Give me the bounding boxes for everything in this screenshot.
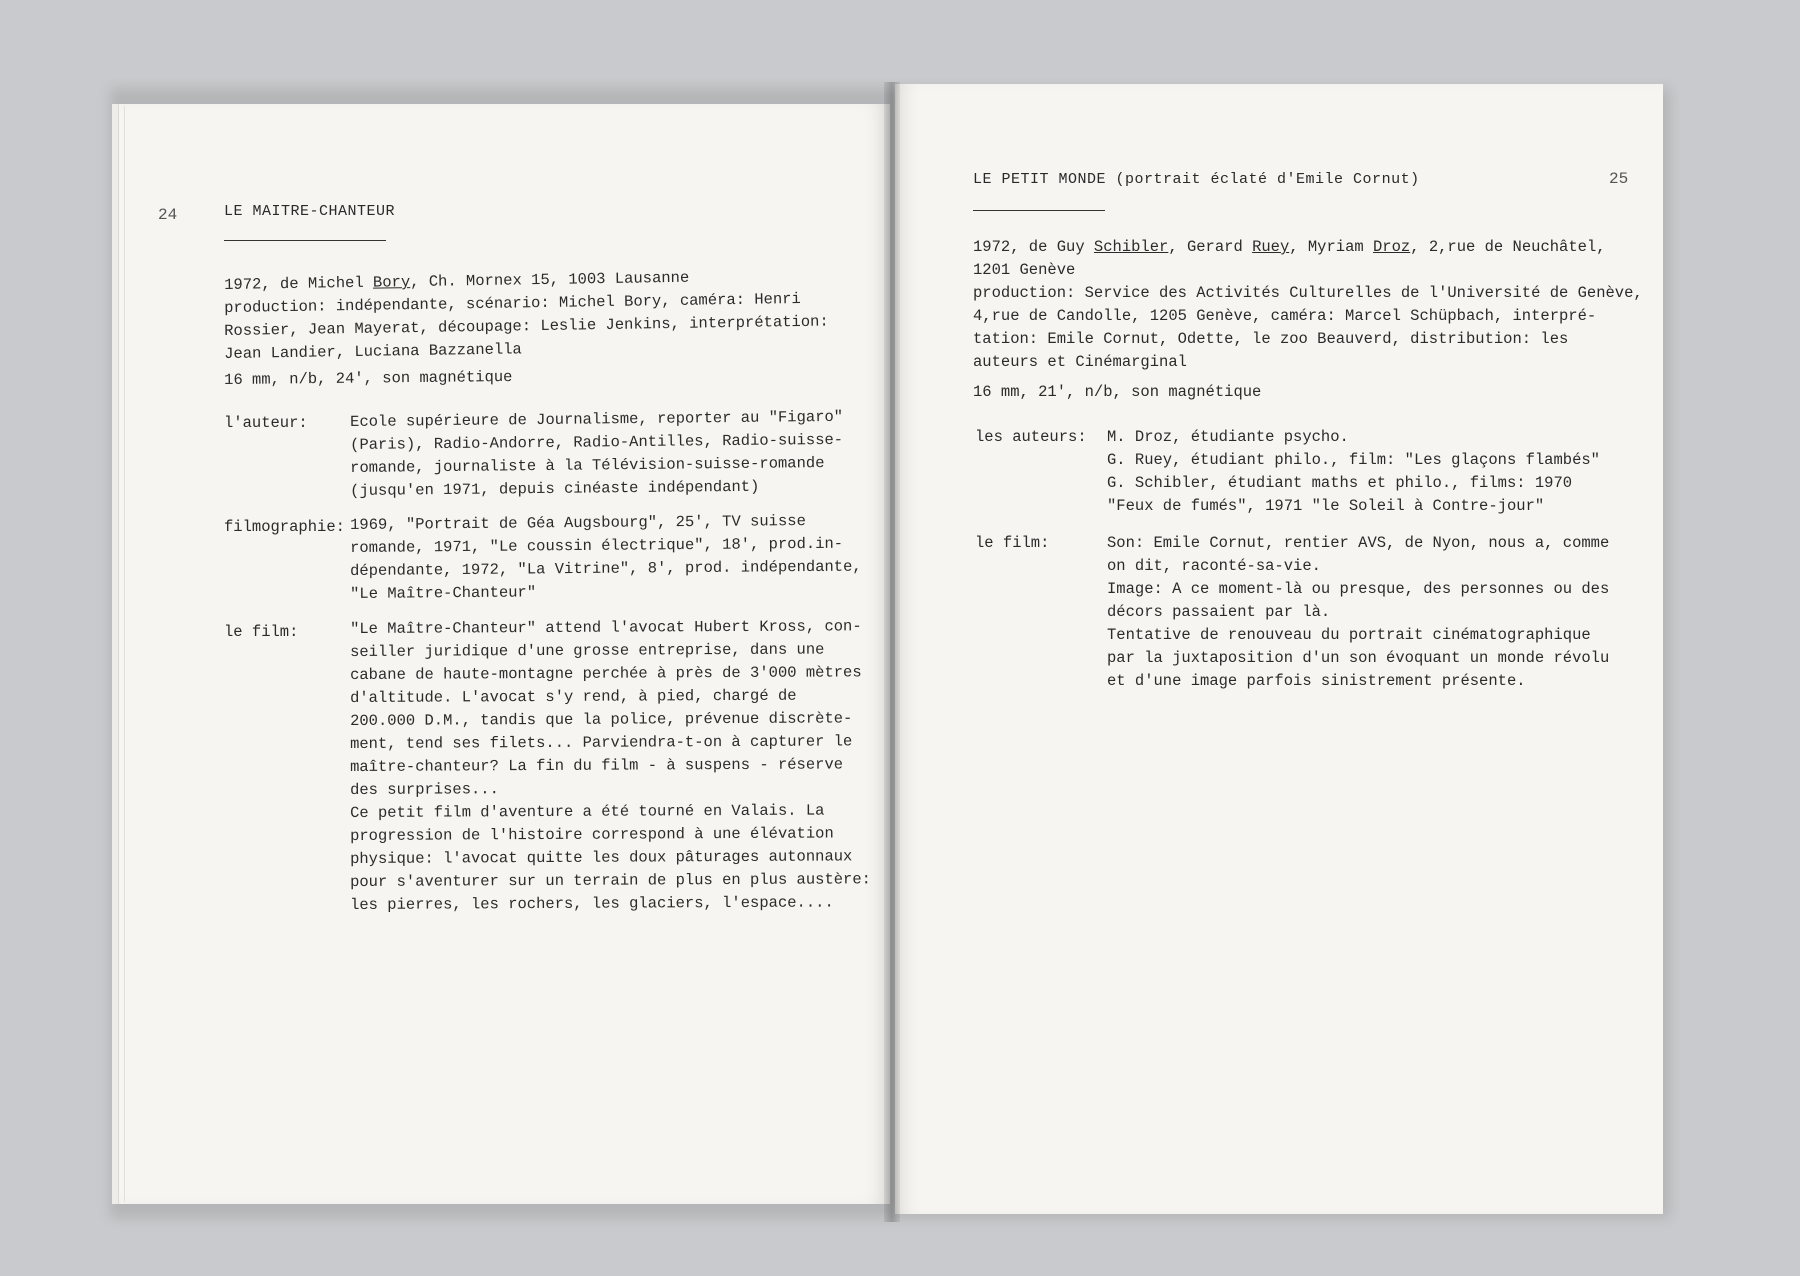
credits-line: Rossier, Jean Mayerat, découpage: Leslie Jenkins, interprétation: [224,312,829,340]
credits-line: 1972, de Guy Schibler, Gerard Ruey, Myriam Droz, 2,rue de Neuchâtel, [973,238,1606,256]
credits-line: production: Service des Activités Culturelles de l'Université de Genève, [973,284,1643,302]
section-line: (jusqu'en 1971, depuis cinéaste indépendant) [350,477,760,500]
page-number-right: 25 [1609,170,1629,188]
credits-line: tation: Emile Cornut, Odette, le zoo Beauverd, distribution: les [973,330,1569,348]
section-line: des surprises... [350,780,499,799]
section-line: progression de l'histoire correspond à une élévation [350,824,834,845]
section-line: Image: A ce moment-là ou presque, des personnes ou des [1107,580,1610,598]
section-line: ment, tend ses filets... Parviendra-t-on à capturer le [350,732,853,753]
director-name: Bory [372,273,411,292]
section-line: 200.000 D.M., tandis que la police, prévenue discrète- [350,709,853,730]
left-page-edge [112,104,119,1204]
section-label-auteur: l'auteur: [224,414,308,432]
format-line: 16 mm, 21', n/b, son magnétique [973,383,1262,401]
book-gutter [884,82,900,1222]
section-line: cabane de haute-montagne perchée à près de 3'000 mètres [350,663,862,684]
author-name: Droz [1373,238,1411,256]
section-line: Son: Emile Cornut, rentier AVS, de Nyon, nous a, comme [1107,534,1610,552]
author-name: Ruey [1252,238,1290,256]
credits-line: production: indépendante, scénario: Michel Bory, caméra: Henri [224,289,801,317]
credits-line: 1201 Genève [973,261,1076,279]
section-line: G. Schibler, étudiant maths et philo., films: 1970 [1107,474,1573,492]
section-line: Ce petit film d'aventure a été tourné en Valais. La [350,801,825,822]
section-line: Tentative de renouveau du portrait cinématographique [1107,626,1591,644]
page-number-left: 24 [158,206,178,224]
section-line: G. Ruey, étudiant philo., film: "Les glaçons flambés" [1107,451,1600,469]
section-line: par la juxtaposition d'un son évoquant un monde révolu [1107,649,1610,667]
section-label-film-right: le film: [975,534,1050,552]
page-title-right: LE PETIT MONDE (portrait éclaté d'Emile Cornut) [973,171,1420,188]
section-line: 1969, "Portrait de Géa Augsbourg", 25', TV suisse [350,512,806,534]
section-label-auteurs: les auteurs: [975,428,1087,446]
title-underline-right [973,210,1105,211]
format-line: 16 mm, n/b, 24', son magnétique [224,367,513,389]
section-line: et d'une image parfois sinistrement présente. [1107,672,1526,690]
page-title-left: LE MAITRE-CHANTEUR [224,203,396,220]
section-line: pour s'aventurer sur un terrain de plus en plus austère: [350,870,871,891]
section-line: physique: l'avocat quitte les doux pâturages autonnaux [350,847,853,868]
section-line: "Feux de fumés", 1971 "le Soleil à Contre-jour" [1107,497,1545,515]
section-line: les pierres, les rochers, les glaciers, l'espace.... [350,893,834,914]
section-line: romande, 1971, "Le coussin électrique", 18', prod.in- [350,534,844,557]
credits-line: Jean Landier, Luciana Bazzanella [224,340,522,363]
section-line: maître-chanteur? La fin du film - à suspens - réserve [350,755,844,776]
section-line: d'altitude. L'avocat s'y rend, à pied, chargé de [350,686,797,707]
credits-line: 4,rue de Candolle, 1205 Genève, caméra: Marcel Schüpbach, interpré- [973,307,1597,325]
section-line: romande, journaliste à la Télévision-suisse-romande [350,454,825,477]
section-line: décors passaient par là. [1107,603,1331,621]
title-underline-left [224,240,386,241]
section-line: M. Droz, étudiante psycho. [1107,428,1349,446]
section-label-filmographie: filmographie: [224,518,345,536]
author-name: Schibler [1093,238,1169,256]
credits-line: 1972, de Michel Bory, Ch. Mornex 15, 1003 Lausanne [224,268,690,294]
section-line: dépendante, 1972, "La Vitrine", 8', prod. indépendante, [350,557,862,580]
section-line: (Paris), Radio-Andorre, Radio-Antilles, Radio-suisse- [350,430,844,454]
section-line: "Le Maître-Chanteur" attend l'avocat Hubert Kross, con- [350,617,862,638]
credits-line: auteurs et Cinémarginal [973,353,1187,371]
left-page-edge-inner [120,106,125,1202]
section-line: Ecole supérieure de Journalisme, reporter au "Figaro" [350,407,844,431]
section-line: seiller juridique d'une grosse entreprise, dans une [350,640,825,661]
section-line: on dit, raconté-sa-vie. [1107,557,1321,575]
section-line: "Le Maître-Chanteur" [350,583,537,603]
section-label-film: le film: [224,623,299,641]
